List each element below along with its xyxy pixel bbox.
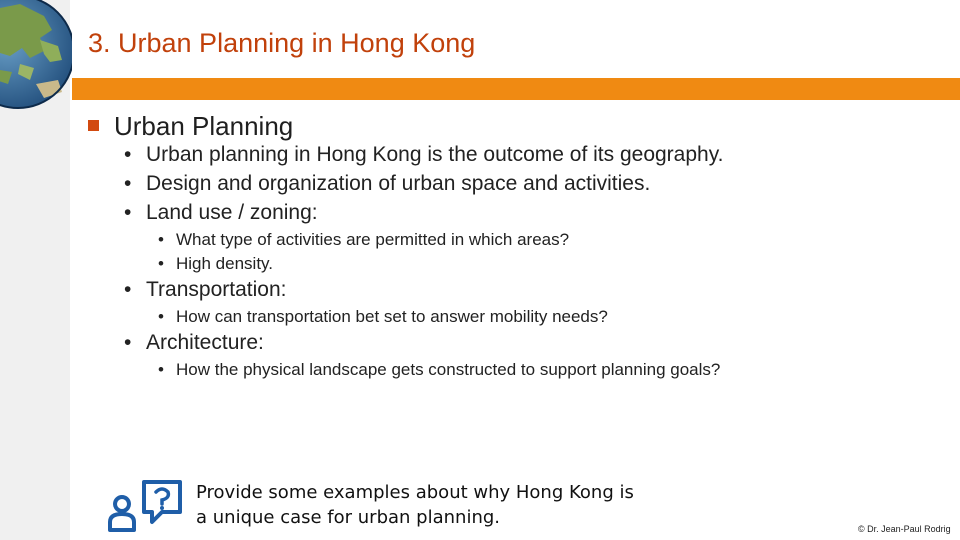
copyright-notice: © Dr. Jean-Paul Rodrig	[858, 524, 951, 534]
bullet-item: • Urban planning in Hong Kong is the outcome of its geography.	[124, 143, 724, 166]
bullet-item: • Transportation:	[124, 278, 287, 301]
sub-bullet-item: • How can transportation bet set to answer mobility needs?	[158, 307, 608, 326]
slide-title: 3. Urban Planning in Hong Kong	[88, 28, 476, 58]
question-chat-icon	[106, 478, 184, 534]
sub-bullet-item: • High density.	[158, 254, 274, 273]
bullet-item: • Architecture:	[124, 331, 264, 354]
bullet-item: • Design and organization of urban space and activities.	[124, 172, 651, 195]
heading-bullet-square	[88, 120, 99, 131]
section-heading: Urban Planning	[114, 111, 294, 141]
bullet-item: • Land use / zoning:	[124, 201, 318, 224]
sub-bullet-item: • What type of activities are permitted in which areas?	[158, 230, 570, 249]
sub-bullet-item: • How the physical landscape gets constructed to support planning goals?	[158, 360, 721, 379]
callout-prompt: Provide some examples about why Hong Kong is a unique case for urban planning.	[196, 482, 634, 528]
